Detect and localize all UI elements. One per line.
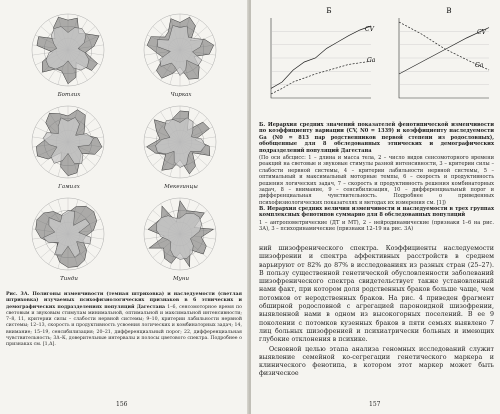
- radar-panel: [32, 14, 104, 86]
- line-plots-figure: [251, 0, 500, 115]
- panel-b-ga-label: Ga: [367, 57, 376, 64]
- caption-body: 1–6, сенсомоторное время по световым и звуковым стимулам минимальной, оптимальной и максимальной интенсивности; 7–8, 11, критерии силы – слабости нервной системы; 9–10, критерии лабильности нервной системы; 12–13, скорость и продуктивность усвоения логических и комбинаторных задач; 14, внимание; 15–19, сенсибилизация; 20–21, дифференциальный порог; 22, дифференциальная чувствительность; 3Δ–К, доверительные интервалы и полосы цветового спектра. Подробнее о признаках см. [1,Δ].: [6, 304, 242, 348]
- figure-c-caption: [259, 206, 494, 234]
- radar-panel: [144, 198, 216, 270]
- radar-title-1: Ботлих: [57, 92, 81, 98]
- panel-b-cv-label: CV: [365, 26, 374, 33]
- panel-c-ga-label: Ga: [475, 62, 484, 69]
- figure-b-body: (По оси абсцисс: 1 – длина и масса тела, 2 – число видов сенсомоторного времени реакций на световые и звуковые стимулы разной интенсивности, 3 – критерии силы – слабости нервной системы, 4 – критерии лабильности нервной системы, 5 – оптимальный и максимальный моторные темпы, 6 – скорость и продуктивность решения логических задач, 7 – скорость и продуктивность решения комбинаторных задач, 8 – внимание, 9 – сенсибилизация, 10 – дифференциальный порог и дифференциальная чувствительность. Подробнее о приведенных психофизиологических показателях и методах их измерения см. [1]): [259, 155, 494, 206]
- figure-c-title: В. Иерархия средних величин изменчивости и наследуемости в трех группах комплексных фенотипов суммарно для 8 обследованных популяций: [259, 206, 494, 219]
- panel-c-label: В: [446, 7, 452, 15]
- radar-figure: [0, 0, 249, 300]
- radar-panel: [32, 198, 104, 270]
- body-paragraph-1: ний шизофренического спектра. Коэффициенты наследуемости шизофрении и спектра аффективных расстройств в среднем варьируют от 82% до 87% в исследованиях из разных стран (25–27). В пользу существенной генетической обусловленности заболеваний шизофренического спектра свидетельствует также установленный нами факт, при котором доля родственных браков больше чаще, чем потомков от неродственных браков. На рис. 4 приведен фрагмент обширной родословной с агрегацией пароноидной шизофрении, выявленной нами в одном из высокогорных поселений. В ее 9 поколении с потомков кузенных браков в пяти семьях выявлено 7 лиц больных шизофренией и психиатрически больных и имеющих глубокие отклонения в психике.: [259, 245, 494, 344]
- panel-b-plot: [271, 18, 371, 98]
- figure-b-caption: [259, 122, 494, 207]
- radar-title-6: Муни: [173, 276, 189, 282]
- figure-c-body: 1 – антропометрические (ДТ и МТ), 2 – нейродинамические (признаки 1–6 на рис. 3А), 3 – психодинамические (признаки 12–19 на рис. 3А): [259, 219, 494, 233]
- page-number-right: 157: [369, 401, 381, 408]
- right-page: [251, 0, 500, 414]
- radar-title-3: Гамилх: [58, 184, 80, 190]
- body-text: [259, 245, 494, 380]
- left-page: [0, 0, 249, 414]
- radar-panel: [144, 14, 216, 86]
- radar-panel: [144, 106, 216, 178]
- radar-title-4: Мекегинцы: [164, 184, 198, 190]
- radar-title-2: Чирках: [170, 92, 192, 98]
- figure-caption: [6, 292, 242, 349]
- panel-c-cv-label: CV: [477, 29, 486, 36]
- panel-b-cv-line: [271, 26, 371, 88]
- radar-panel: [32, 106, 104, 178]
- radar-title-5: Тинди: [60, 276, 78, 282]
- figure-b-title: Б. Иерархия средних значений показателей фенотипической изменчивости по коэффициенту вариации (CV, N0 = 1339) и коэффициенту наследуемости Ga (N0 = 813 пар родственников первой степени из родословных), обобщенные для 8 обследованных этнических и демографических подразделений популяций Дагестана: [259, 122, 494, 154]
- page-number-left: 156: [116, 401, 128, 408]
- caption-title: Рис. 3А. Полигоны изменчивости (темная штриховка) и наследуемости (светлая штриховка) изучаемых психофизиологических признаков в 6 этнических и демографических подразделениях популяций Дагестана: [6, 292, 242, 310]
- body-paragraph-2: Основной целью этапа анализа геномных исследований служит выявление семейной ко-сегрегации генетического маркера и клинического фенотипа, в котором этот маркер может быть физическое: [259, 345, 494, 378]
- panel-b-label: Б: [326, 7, 332, 15]
- panel-c-plot: [399, 18, 489, 98]
